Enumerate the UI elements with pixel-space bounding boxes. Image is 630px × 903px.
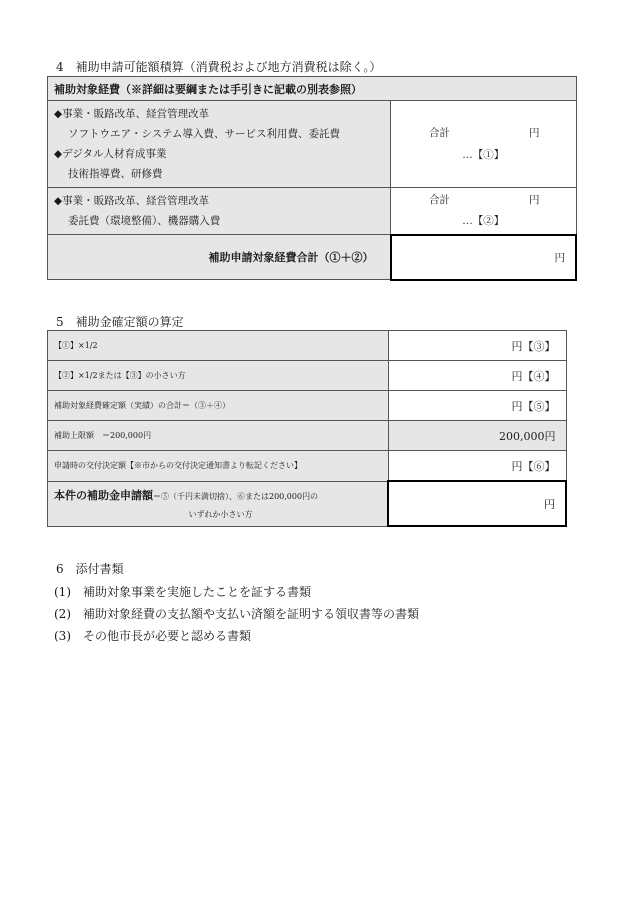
group1-yen-unit: 円 — [529, 127, 540, 139]
group2-line2: 委託費（環境整備）、機器購入費 — [68, 215, 221, 227]
section5-heading: 5 補助金確定額の算定 — [56, 315, 184, 329]
expense-group1-description — [48, 101, 391, 188]
calc-row-4-value[interactable]: 円【④】 — [388, 361, 566, 391]
group1-total-label: 合計 — [429, 127, 450, 139]
group2-yen-unit: 円 — [529, 194, 540, 206]
calc-row-3-value[interactable]: 円【③】 — [388, 331, 566, 361]
expense-sum-yen-unit: 円 — [554, 251, 565, 264]
group1-line3: ◆デジタル人材育成事業 — [54, 148, 167, 160]
calculation-table — [47, 330, 567, 527]
calc-row-limit-label: 補助上限額 ＝200,000円 — [48, 421, 389, 451]
calc-row-4 — [48, 361, 567, 391]
calc-final-yen-unit: 円 — [544, 497, 555, 511]
group1-line4: 技術指導費、研修費 — [68, 168, 163, 180]
calc-row-limit — [48, 421, 567, 451]
group1-line1: ◆事業・販路改革、経営管理改革 — [54, 108, 210, 120]
group1-amount-field[interactable] — [391, 101, 577, 188]
expense-table-header-row — [48, 77, 577, 101]
expense-sum-field[interactable] — [391, 235, 577, 280]
group2-total-label: 合計 — [429, 194, 450, 206]
expense-sum-label: 補助申請対象経費合計（①＋②） — [48, 235, 391, 280]
expense-table — [47, 76, 577, 281]
expense-group2-description — [48, 188, 391, 235]
attachment-item-3: (3) その他市長が必要と認める書類 — [54, 629, 251, 643]
calc-row-limit-value: 200,000円 — [388, 421, 566, 451]
calc-row-5-label: 補助対象経費確定額（実績）の合計＝（③＋④） — [48, 391, 389, 421]
group1-line2: ソフトウエア・システム導入費、サービス利用費、委託費 — [68, 128, 340, 140]
calc-row-3 — [48, 331, 567, 361]
attachment-item-1: (1) 補助対象事業を実施したことを証する書類 — [54, 585, 311, 599]
section6-heading: 6 添付書類 — [56, 562, 124, 576]
calc-row-6-label: 申請時の交付決定額【※市からの交付決定通知書より転記ください】 — [48, 451, 389, 482]
calc-final-field[interactable] — [388, 481, 566, 526]
section4-heading: 4 補助申請可能額積算（消費税および地方消費税は除く。） — [56, 60, 382, 74]
expense-table-header: 補助対象経費（※詳細は要綱または手引きに記載の別表参照） — [48, 77, 577, 101]
calc-final-label-rest: ＝⑤（千円未満切捨）、⑥または200,000円の — [153, 492, 319, 501]
expense-sum-row — [48, 235, 577, 280]
calc-row-5-value[interactable]: 円【⑤】 — [388, 391, 566, 421]
calc-row-3-label: 【①】×1/2 — [48, 331, 389, 361]
calc-row-6 — [48, 451, 567, 482]
calc-row-4-label: 【②】×1/2または【③】の小さい方 — [48, 361, 389, 391]
group2-amount-field[interactable] — [391, 188, 577, 235]
calc-final-label — [48, 481, 389, 526]
calc-final-label-line2: いずれか小さい方 — [188, 510, 253, 519]
expense-group1-row — [48, 101, 577, 188]
group2-line1: ◆事業・販路改革、経営管理改革 — [54, 195, 210, 207]
calc-row-5 — [48, 391, 567, 421]
calc-row-6-value[interactable]: 円【⑥】 — [388, 451, 566, 482]
attachment-item-2: (2) 補助対象経費の支払額や支払い済額を証明する領収書等の書類 — [54, 607, 420, 621]
calc-final-row — [48, 481, 567, 526]
group1-ref: …【①】 — [462, 149, 505, 161]
group2-ref: …【②】 — [462, 215, 505, 227]
calc-final-label-bold: 本件の補助金申請額 — [54, 489, 153, 502]
expense-group2-row — [48, 188, 577, 235]
